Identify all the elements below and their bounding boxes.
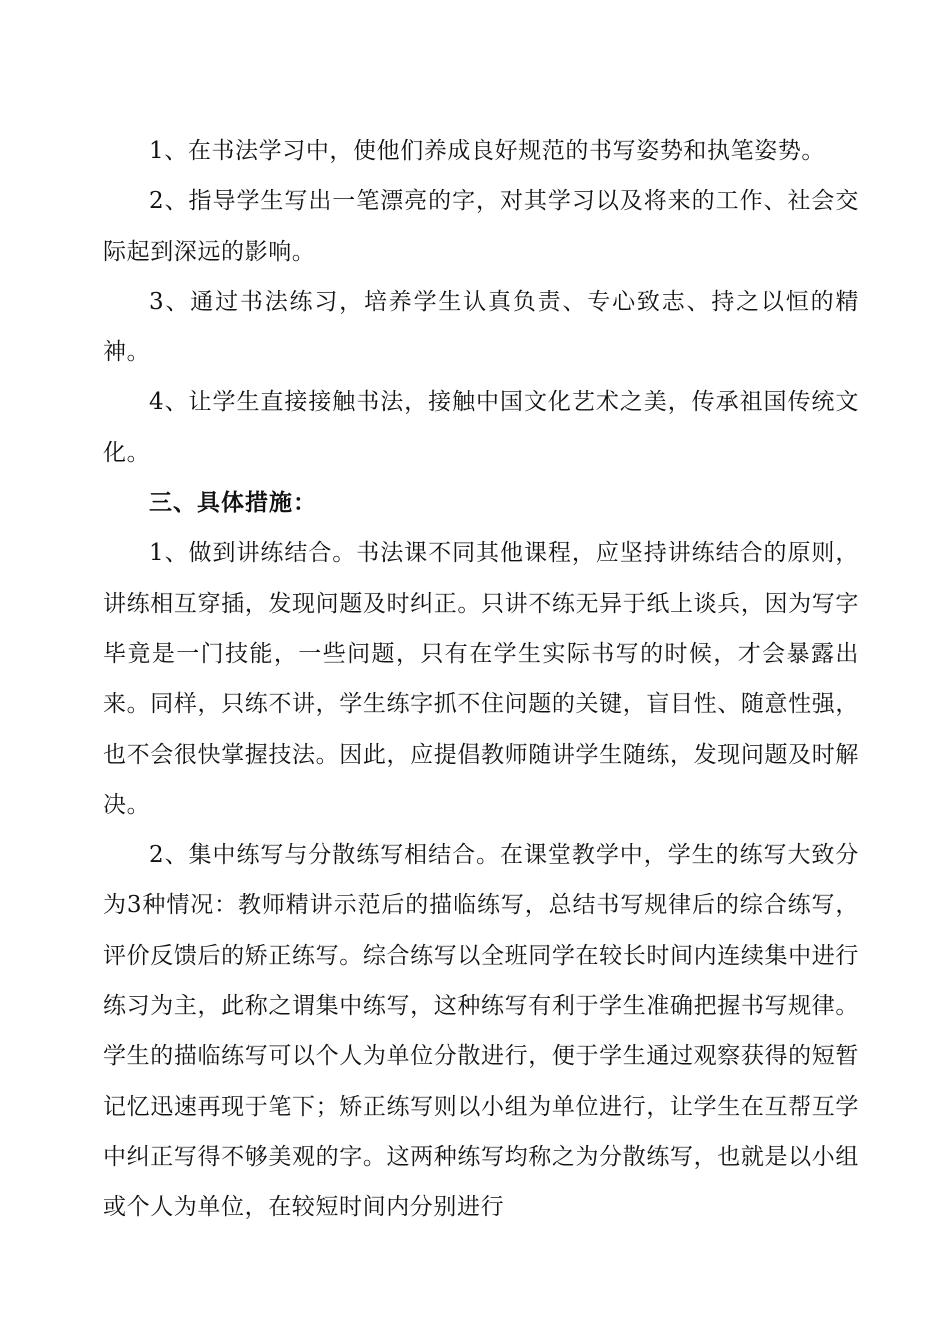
paragraph-measure-2: 2、集中练写与分散练写相结合。在课堂教学中，学生的练写大致分为3种情况：教师精讲示范后的描临练写，总结书写规律后的综合练写，评价反馈后的矫正练写。综合练写以全班同学在较长时间内连续集中进行练习为主，此称之谓集中练写，这种练写有利于学生准确把握书写规律。学生的描临练写可以个人为单位分散进行，便于学生通过观察获得的短暂记忆迅速再现于笔下；矫正练写则以小组为单位进行，让学生在互帮互学中纠正写得不够美观的字。这两种练写均称之为分散练写，也就是以小组或个人为单位，在较短时间内分别进行 bbox=[103, 842, 859, 1221]
paragraph-goal-1: 1、在书法学习中，使他们养成良好规范的书写姿势和执笔姿势。 bbox=[149, 138, 826, 164]
section-heading-measures: 三、具体措施： bbox=[149, 490, 317, 517]
paragraph-goal-2: 2、指导学生写出一笔漂亮的字，对其学习以及将来的工作、社会交际起到深远的影响。 bbox=[103, 188, 859, 265]
paragraph-goal-3: 3、通过书法练习，培养学生认真负责、专心致志、持之以恒的精神。 bbox=[103, 288, 859, 366]
paragraph-goal-4: 4、让学生直接接触书法，接触中国文化艺术之美，传承祖国传统文化。 bbox=[103, 389, 859, 466]
document-body bbox=[103, 126, 859, 1233]
paragraph-measure-1: 1、做到讲练结合。书法课不同其他课程，应坚持讲练结合的原则，讲练相互穿插，发现问题及时纠正。只讲不练无异于纸上谈兵，因为写字毕竟是一门技能，一些问题，只有在学生实际书写的时候，才会暴露出来。同样，只练不讲，学生练字抓不住问题的关键，盲目性、随意性强，也不会很快掌握技法。因此，应提倡教师随讲学生随练，发现问题及时解决。 bbox=[103, 540, 859, 818]
